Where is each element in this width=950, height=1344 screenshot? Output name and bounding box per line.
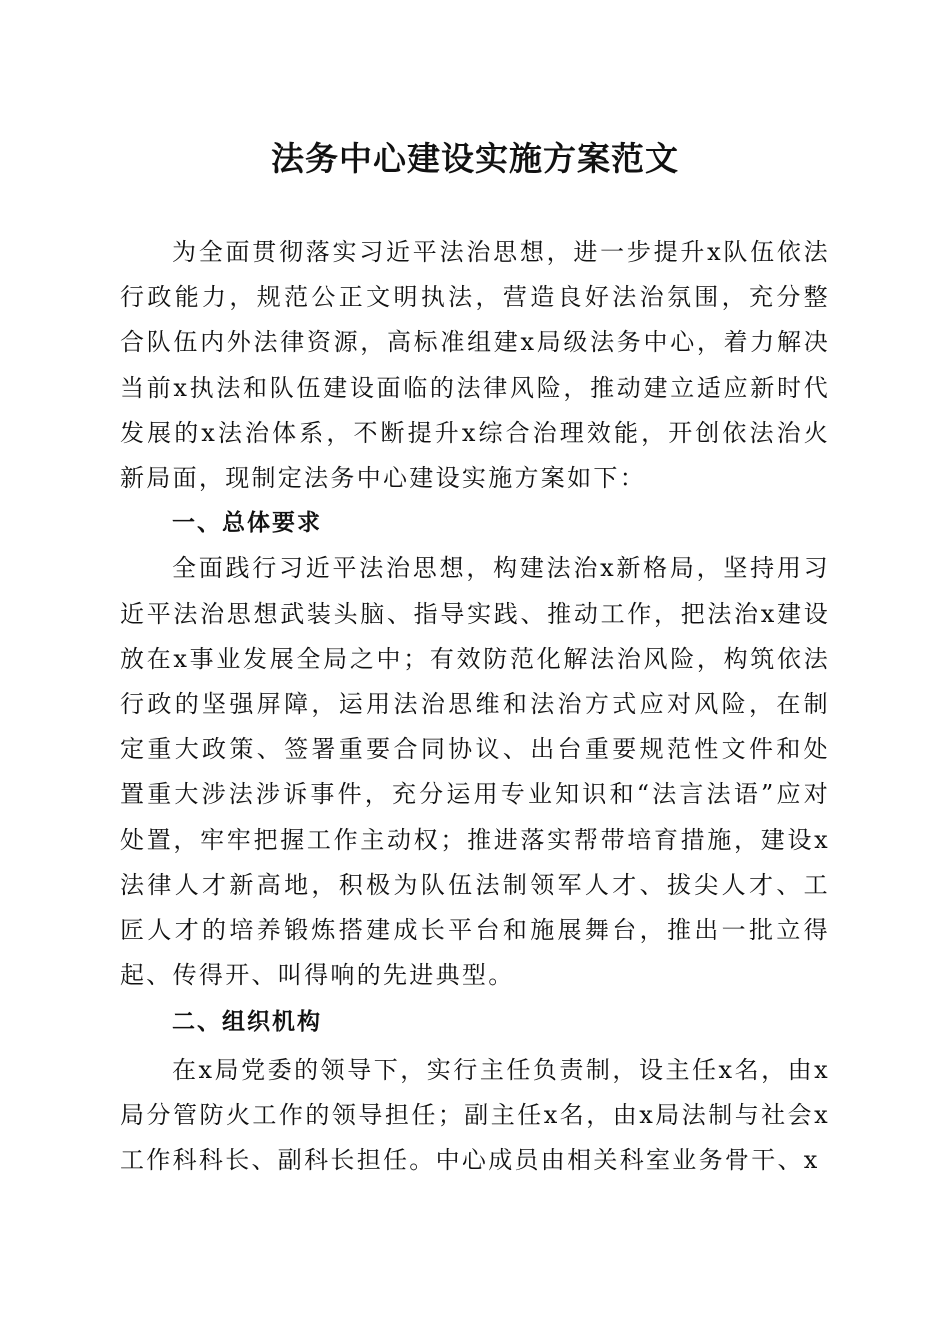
section-heading-general-requirements: 一、总体要求 [172, 510, 322, 537]
document-body [120, 230, 830, 1183]
general-requirements-paragraph: 全面践行习近平法治思想，构建法治x新格局，坚持用习近平法治思想武装头脑、指导实践、推动工作，把法治x建设放在x事业发展全局之中；有效防范化解法治风险，构筑依法行政的坚强屏障，运用法治思维和法治方式应对风险，在制定重大政策、签署重要合同协议、出台重要规范性文件和处置重大涉法涉诉事件，充分运用专业知识和“法言法语”应对处置，牢牢把握工作主动权；推进落实帮带培育措施，建设x法律人才新高地，积极为队伍法制领军人才、拔尖人才、工匠人才的培养锻炼搭建成长平台和施展舞台，推出一批立得起、传得开、叫得响的先进典型。 [120, 554, 830, 990]
section-heading-organization: 二、组织机构 [172, 1009, 322, 1036]
organization-paragraph: 在x局党委的领导下，实行主任负责制，设主任x名，由x局分管防火工作的领导担任；副主任x名，由x局法制与社会x工作科科长、副科长担任。中心成员由相关科室业务骨干、x [120, 1055, 830, 1175]
intro-paragraph: 为全面贯彻落实习近平法治思想，进一步提升x队伍依法行政能力，规范公正文明执法，营造良好法治氛围，充分整合队伍内外法律资源，高标准组建x局级法务中心，着力解决当前x执法和队伍建设面临的法律风险，推动建立适应新时代发展的x法治体系，不断提升x综合治理效能，开创依法治火新局面，现制定法务中心建设实施方案如下： [120, 238, 830, 493]
document-title: 法务中心建设实施方案范文 [271, 139, 679, 178]
